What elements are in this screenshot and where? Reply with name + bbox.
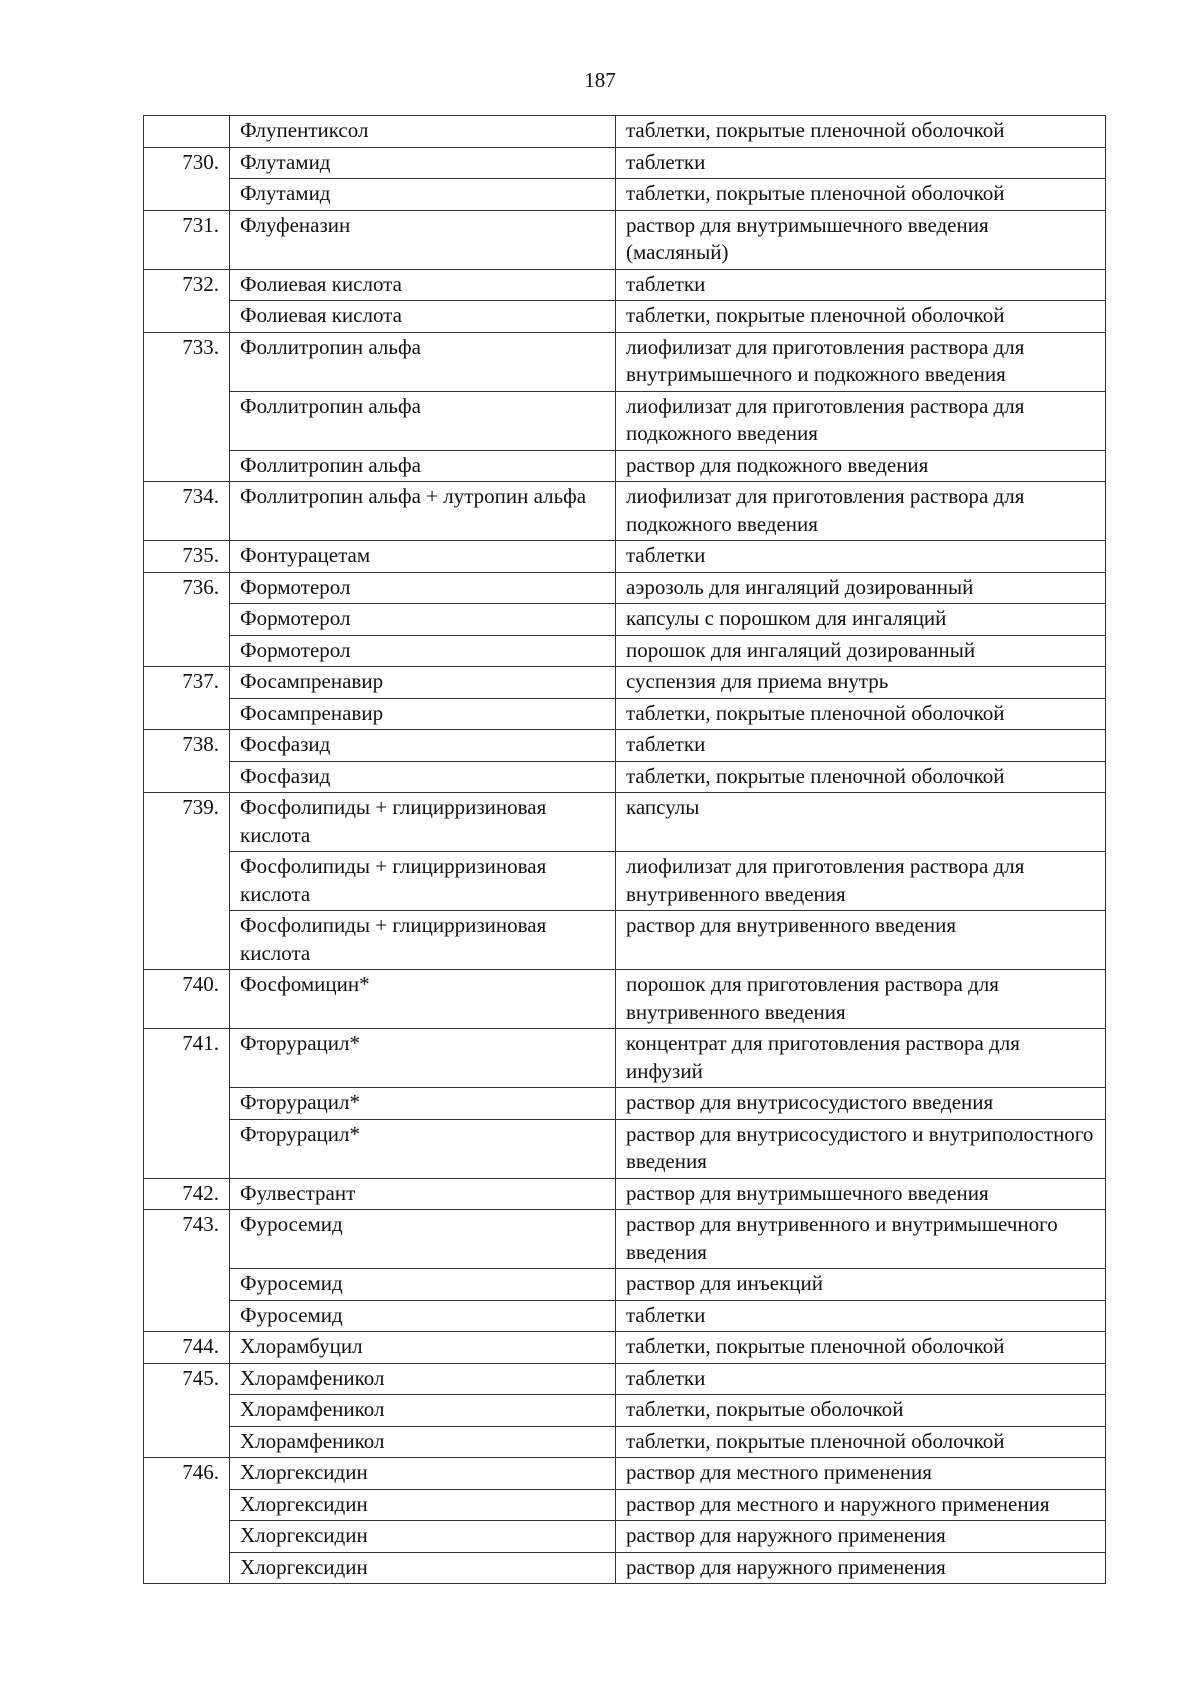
item-number: 739. [144,793,230,970]
table-row [144,698,1106,730]
dosage-form: аэрозоль для ингаляций дозированный [616,572,1106,604]
dosage-form: раствор для подкожного введения [616,450,1106,482]
drug-name: Фуросемид [230,1210,616,1269]
table-row [144,1300,1106,1332]
drug-name: Фосампренавир [230,698,616,730]
table-row [144,301,1106,333]
item-number [144,116,230,148]
table-row [144,147,1106,179]
table-row [144,1458,1106,1490]
table-row [144,1489,1106,1521]
table-row [144,604,1106,636]
dosage-form: таблетки, покрытые пленочной оболочкой [616,1332,1106,1364]
table-row [144,1269,1106,1301]
table-row [144,1178,1106,1210]
dosage-form: раствор для инъекций [616,1269,1106,1301]
item-number: 736. [144,572,230,667]
table-row [144,635,1106,667]
dosage-form: раствор для внутривенного и внутримышечного введения [616,1210,1106,1269]
drug-table-body [144,116,1106,1584]
dosage-form: раствор для местного применения [616,1458,1106,1490]
drug-name: Фоллитропин альфа + лутропин альфа [230,482,616,541]
dosage-form: концентрат для приготовления раствора для инфузий [616,1029,1106,1088]
drug-name: Хлорамфеникол [230,1395,616,1427]
item-number: 733. [144,332,230,482]
dosage-form: таблетки [616,730,1106,762]
item-number: 741. [144,1029,230,1179]
drug-name: Хлоргексидин [230,1458,616,1490]
dosage-form: капсулы [616,793,1106,852]
item-number: 735. [144,541,230,573]
table-row [144,730,1106,762]
dosage-form: раствор для наружного применения [616,1552,1106,1584]
item-number: 737. [144,667,230,730]
dosage-form: лиофилизат для приготовления раствора для подкожного введения [616,482,1106,541]
table-row [144,1521,1106,1553]
drug-name: Флутамид [230,179,616,211]
table-row [144,793,1106,852]
drug-name: Фолиевая кислота [230,301,616,333]
item-number: 745. [144,1363,230,1458]
dosage-form: лиофилизат для приготовления раствора для внутривенного введения [616,852,1106,911]
dosage-form: лиофилизат для приготовления раствора для подкожного введения [616,391,1106,450]
drug-name: Флуфеназин [230,210,616,269]
drug-name: Флупентиксол [230,116,616,148]
item-number: 738. [144,730,230,793]
drug-name: Формотерол [230,572,616,604]
table-row [144,332,1106,391]
item-number: 744. [144,1332,230,1364]
table-row [144,1088,1106,1120]
dosage-form: суспензия для приема внутрь [616,667,1106,699]
drug-name: Фоллитропин альфа [230,332,616,391]
dosage-form: таблетки [616,147,1106,179]
table-row [144,667,1106,699]
drug-name: Фосампренавир [230,667,616,699]
drug-name: Фторурацил* [230,1029,616,1088]
drug-name: Формотерол [230,604,616,636]
drug-name: Хлорамфеникол [230,1363,616,1395]
table-row [144,1210,1106,1269]
drug-name: Фосфазид [230,730,616,762]
table-row [144,1426,1106,1458]
drug-name: Фонтурацетам [230,541,616,573]
drug-name: Хлоргексидин [230,1552,616,1584]
table-row [144,852,1106,911]
drug-name: Фосфазид [230,761,616,793]
dosage-form: раствор для наружного применения [616,1521,1106,1553]
dosage-form: таблетки, покрытые пленочной оболочкой [616,179,1106,211]
dosage-form: порошок для приготовления раствора для внутривенного введения [616,970,1106,1029]
drug-name: Флутамид [230,147,616,179]
drug-name: Хлорамфеникол [230,1426,616,1458]
drug-name: Фоллитропин альфа [230,391,616,450]
item-number: 746. [144,1458,230,1584]
dosage-form: раствор для местного и наружного применения [616,1489,1106,1521]
table-row [144,391,1106,450]
table-row [144,572,1106,604]
drug-name: Фуросемид [230,1300,616,1332]
drug-name: Фоллитропин альфа [230,450,616,482]
dosage-form: таблетки, покрытые оболочкой [616,1395,1106,1427]
drug-name: Хлорамбуцил [230,1332,616,1364]
table-row [144,179,1106,211]
table-row [144,450,1106,482]
table-row [144,210,1106,269]
table-row [144,970,1106,1029]
table-row [144,269,1106,301]
item-number: 730. [144,147,230,210]
dosage-form: таблетки, покрытые пленочной оболочкой [616,301,1106,333]
drug-table [143,115,1106,1584]
table-row [144,1029,1106,1088]
item-number: 732. [144,269,230,332]
dosage-form: раствор для внутримышечного введения [616,1178,1106,1210]
item-number: 743. [144,1210,230,1332]
table-row [144,1332,1106,1364]
table-row [144,1395,1106,1427]
item-number: 734. [144,482,230,541]
page-number: 187 [584,68,616,92]
item-number: 740. [144,970,230,1029]
dosage-form: таблетки, покрытые пленочной оболочкой [616,698,1106,730]
dosage-form: таблетки, покрытые пленочной оболочкой [616,116,1106,148]
dosage-form: лиофилизат для приготовления раствора для внутримышечного и подкожного введения [616,332,1106,391]
dosage-form: порошок для ингаляций дозированный [616,635,1106,667]
drug-name: Хлоргексидин [230,1489,616,1521]
table-row [144,116,1106,148]
dosage-form: таблетки [616,541,1106,573]
dosage-form: таблетки [616,1300,1106,1332]
dosage-form: таблетки, покрытые пленочной оболочкой [616,761,1106,793]
dosage-form: капсулы с порошком для ингаляций [616,604,1106,636]
drug-name: Фолиевая кислота [230,269,616,301]
drug-name: Фосфолипиды + глицирризиновая кислота [230,852,616,911]
table-row [144,1119,1106,1178]
item-number: 731. [144,210,230,269]
dosage-form: таблетки, покрытые пленочной оболочкой [616,1426,1106,1458]
dosage-form: таблетки [616,1363,1106,1395]
dosage-form: таблетки [616,269,1106,301]
item-number: 742. [144,1178,230,1210]
drug-name: Фулвестрант [230,1178,616,1210]
drug-name: Фторурацил* [230,1119,616,1178]
drug-name: Фосфомицин* [230,970,616,1029]
table-row [144,541,1106,573]
table-row [144,482,1106,541]
dosage-form: раствор для внутрисосудистого введения [616,1088,1106,1120]
table-row [144,761,1106,793]
drug-name: Фосфолипиды + глицирризиновая кислота [230,793,616,852]
drug-name: Хлоргексидин [230,1521,616,1553]
table-row [144,911,1106,970]
table-row [144,1363,1106,1395]
table-row [144,1552,1106,1584]
drug-name: Фторурацил* [230,1088,616,1120]
dosage-form: раствор для внутримышечного введения (масляный) [616,210,1106,269]
dosage-form: раствор для внутривенного введения [616,911,1106,970]
dosage-form: раствор для внутрисосудистого и внутриполостного введения [616,1119,1106,1178]
drug-name: Фуросемид [230,1269,616,1301]
drug-name: Формотерол [230,635,616,667]
drug-name: Фосфолипиды + глицирризиновая кислота [230,911,616,970]
